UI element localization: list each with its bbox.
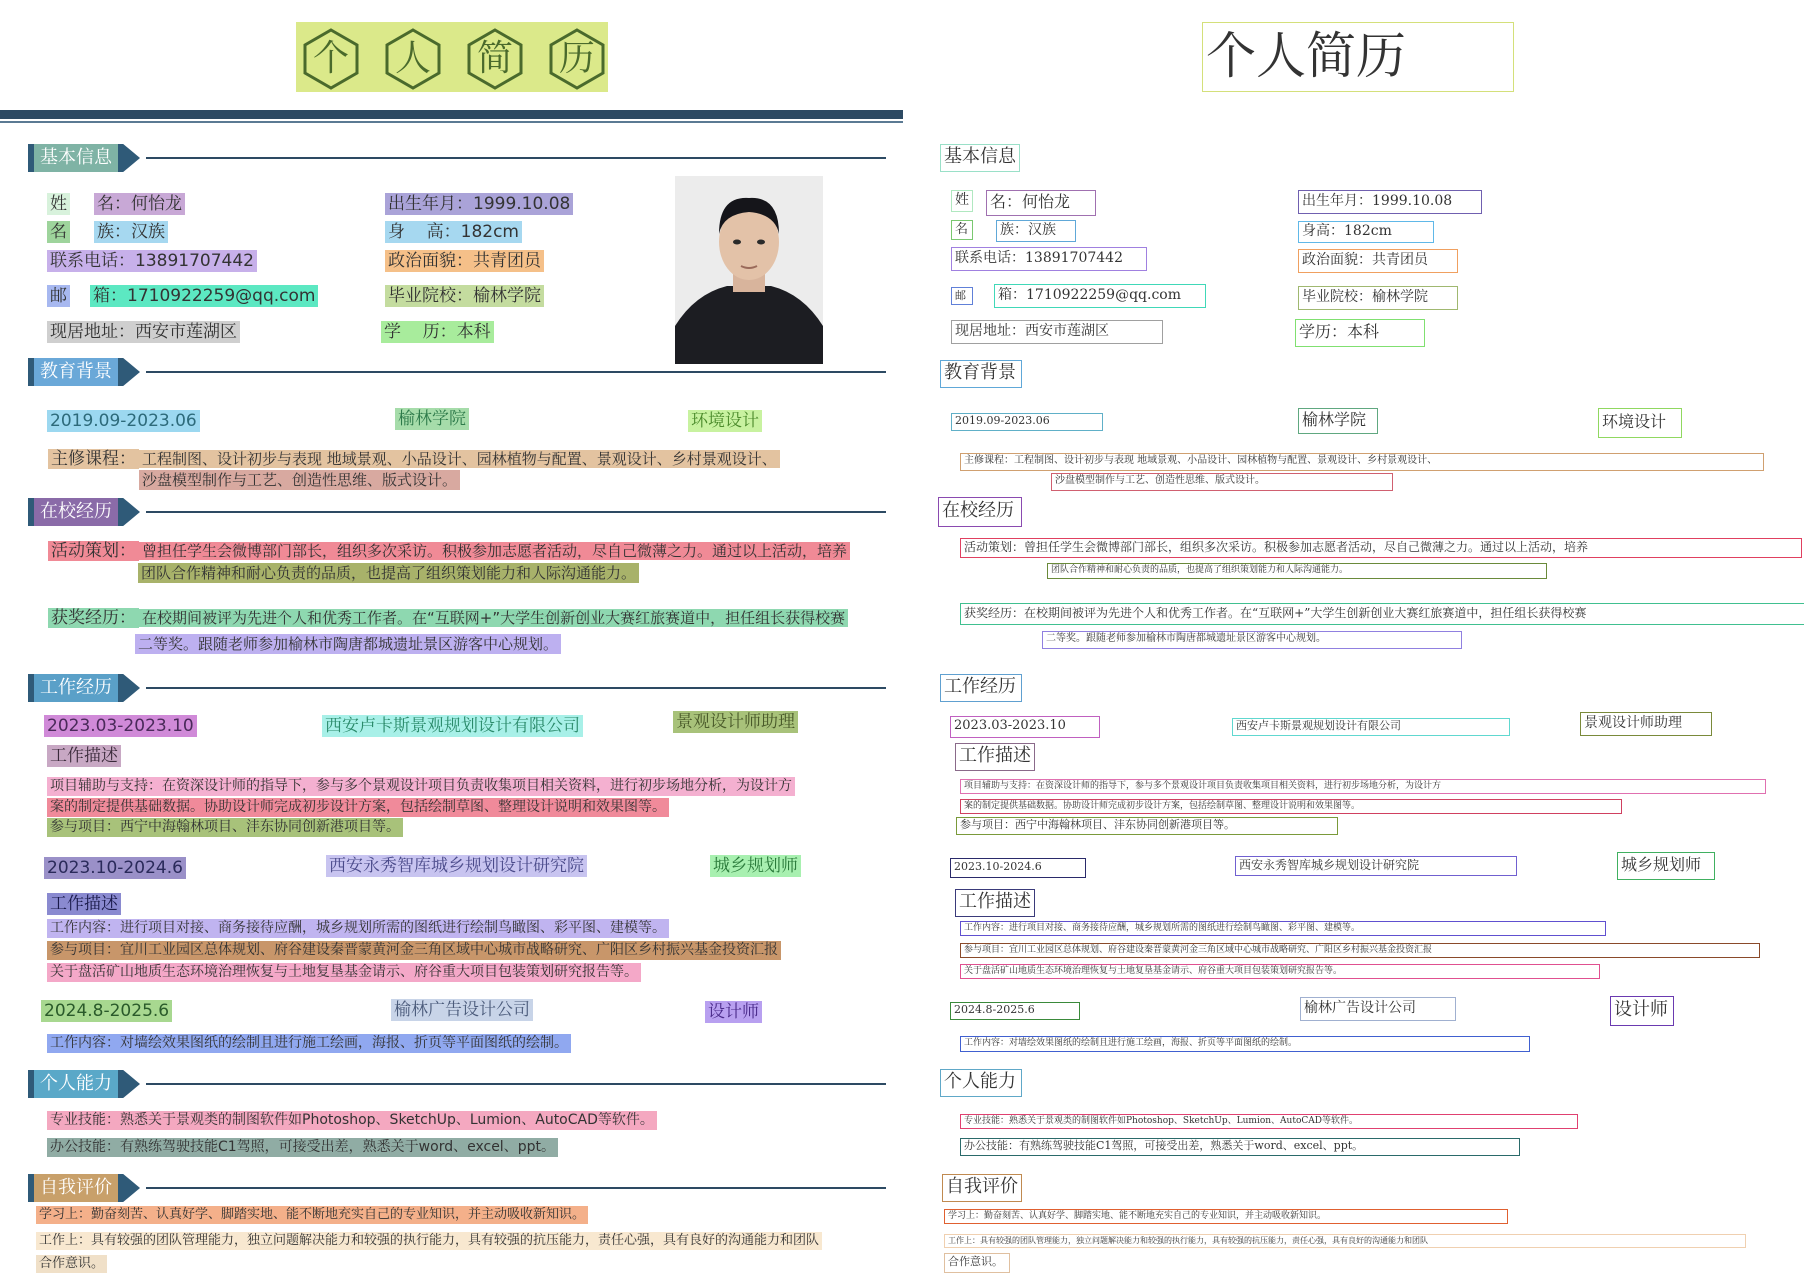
section-title-campus: 在校经历 [34,498,118,526]
courses-line-1: 主修课程： 工程制图、设计初步与表现 地域景观、小品设计、园林植物与配置、景观设计、乡村景观设计、 [48,449,780,469]
work-2-position: 城乡规划师 [710,855,801,877]
mirror-ability-line-2: 办公技能：有熟练驾驶技能C1驾照，可接受出差，熟悉关于word、excel、ppt。 [960,1138,1520,1156]
politics-field: 政治面貌：共青团员 [385,250,544,272]
mirror-section-work: 工作经历 [940,674,1022,702]
mirror-ethnic-label-1: 名 [951,220,973,240]
award-line-1: 获奖经历： 在校期间被评为先进个人和优秀工作者。在“互联网+”大学生创新创业大赛红旅赛道中，担任组长获得校赛 [48,608,848,628]
email-field: 箱：1710922259@qq.com [90,285,318,307]
mirror-name-label-1: 姓 [951,190,973,212]
mirror-email-label-1: 邮 [951,287,973,305]
mirror-award-line-2: 二等奖。跟随老师参加榆林市陶唐都城遗址景区游客中心规划。 [1042,631,1462,649]
mirror-activity-line-2: 团队合作精神和耐心负责的品质，也提高了组织策划能力和人际沟通能力。 [1047,563,1547,579]
phone-field: 联系电话：13891707442 [47,250,257,272]
title-hex-1: 个 [300,28,362,90]
mirror-self-line-1: 学习上：勤奋刻苦、认真好学、脚踏实地、能不断地充实自己的专业知识，并主动吸收新知识。 [944,1209,1508,1224]
award-line-2: 二等奖。跟随老师参加榆林市陶唐都城遗址景区游客中心规划。 [135,634,561,654]
name-label-1: 姓 [47,193,70,215]
mirror-section-self: 自我评价 [942,1174,1022,1202]
self-line-1: 学习上：勤奋刻苦、认真好学、脚踏实地、能不断地充实自己的专业知识，并主动吸收新知识。 [36,1206,588,1224]
mirror-work-1-desc-title: 工作描述 [955,743,1035,771]
work-3-period: 2024.8-2025.6 [41,1000,172,1022]
mirror-degree-field: 学历：本科 [1295,319,1425,347]
resume-title-banner [296,22,608,92]
mirror-courses-line-2: 沙盘模型制作与工艺、创造性思维、版式设计。 [1051,473,1393,491]
mirror-work-1-period: 2023.03-2023.10 [950,716,1100,738]
header-divider-thin [0,121,903,123]
section-title-ability: 个人能力 [34,1070,118,1098]
work-3-position: 设计师 [705,1001,762,1023]
mirror-education-period: 2019.09-2023.06 [951,413,1103,431]
mirror-work-2-line-1: 工作内容：进行项目对接、商务接待应酬，城乡规划所需的图纸进行绘制鸟瞰图、彩平图、建模等。 [960,921,1606,936]
mirror-work-3-period: 2024.8-2025.6 [950,1002,1080,1020]
mirror-ethnic-field: 族：汉族 [996,220,1076,242]
mirror-work-3-line-1: 工作内容：对墙绘效果图纸的绘制且进行施工绘画，海报、折页等平面图纸的绘制。 [960,1036,1530,1052]
mirror-section-education: 教育背景 [940,360,1022,388]
section-title-self: 自我评价 [34,1174,118,1202]
section-rule [146,511,886,513]
mirror-courses-line-1: 主修课程：工程制图、设计初步与表现 地域景观、小品设计、园林植物与配置、景观设计、乡村景观设计、 [960,453,1764,471]
work-2-line-2: 参与项目：宜川工业园区总体规划、府谷建设秦晋蒙黄河金三角区域中心城市战略研究、广阳区乡村振兴基金投资汇报 [47,941,781,960]
birth-field: 出生年月：1999.10.08 [385,193,573,215]
address-field: 现居地址：西安市莲湖区 [47,321,240,343]
profile-photo [675,176,823,364]
mirror-birth-field: 出生年月：1999.10.08 [1298,190,1482,214]
mirror-work-1-line-3: 参与项目：西宁中海翰林项目、沣东协同创新港项目等。 [956,817,1338,835]
section-rule [146,687,886,689]
ethnic-label-1: 名 [47,221,70,243]
work-2-desc-title: 工作描述 [47,893,121,915]
mirror-work-1-company: 西安卢卡斯景观规划设计有限公司 [1232,718,1510,736]
work-2-line-3: 关于盘活矿山地质生态环境治理恢复与土地复垦基金请示、府谷重大项目包装策划研究报告等。 [47,963,641,982]
work-1-line-3: 参与项目：西宁中海翰林项目、沣东协同创新港项目等。 [47,818,403,837]
education-period: 2019.09-2023.06 [47,410,200,432]
section-title-work: 工作经历 [34,674,118,702]
mirror-work-2-period: 2023.10-2024.6 [950,858,1086,878]
section-rule [146,157,886,159]
section-title-basic: 基本信息 [34,144,118,172]
activity-line-1: 活动策划： 曾担任学生会微博部门部长，组织多次采访。积极参加志愿者活动，尽自己微薄之力。通过以上活动，培养 [48,541,850,561]
mirror-school-field: 毕业院校：榆林学院 [1298,286,1458,310]
mirror-work-2-line-3: 关于盘活矿山地质生态环境治理恢复与土地复垦基金请示、府谷重大项目包装策划研究报告等。 [960,964,1600,979]
mirror-section-campus: 在校经历 [938,497,1022,527]
mirror-self-line-2: 工作上：具有较强的团队管理能力，独立问题解决能力和较强的执行能力，具有较强的抗压能力，责任心强，具有良好的沟通能力和团队 [944,1234,1746,1248]
work-1-line-2: 案的制定提供基础数据。协助设计师完成初步设计方案，包括绘制草图、整理设计说明和效果图等。 [47,798,669,817]
degree-field: 学 历：本科 [381,321,494,343]
mirror-name-field: 名：何怡龙 [986,190,1096,216]
mirror-award-line-1: 获奖经历：在校期间被评为先进个人和优秀工作者。在“互联网+”大学生创新创业大赛红旅赛道中，担任组长获得校赛 [960,603,1804,625]
mirror-work-3-position: 设计师 [1610,996,1674,1026]
mirror-ability-line-1: 专业技能：熟悉关于景观类的制图软件如Photoshop、SketchUp、Lumion、AutoCAD等软件。 [960,1114,1578,1129]
mirror-education-school: 榆林学院 [1298,408,1378,434]
mirror-politics-field: 政治面貌：共青团员 [1298,249,1458,273]
title-hex-3: 简 [464,28,526,90]
education-major: 环境设计 [688,410,762,432]
title-hex-2: 人 [382,28,444,90]
mirror-phone-field: 联系电话：13891707442 [951,247,1147,271]
work-2-line-1: 工作内容：进行项目对接、商务接待应酬，城乡规划所需的图纸进行绘制鸟瞰图、彩平图、建模等。 [47,919,669,938]
mirror-section-ability: 个人能力 [940,1069,1022,1097]
mirror-work-1-position: 景观设计师助理 [1580,712,1712,736]
mirror-email-field: 箱：1710922259@qq.com [994,284,1206,308]
self-line-3: 合作意识。 [36,1255,107,1273]
mirror-activity-line-1: 活动策划：曾担任学生会微博部门部长，组织多次采访。积极参加志愿者活动，尽自己微薄之力。通过以上活动，培养 [960,538,1802,558]
courses-line-2: 沙盘模型制作与工艺、创造性思维、版式设计。 [139,470,460,490]
work-2-company: 西安永秀智库城乡规划设计研究院 [326,855,587,877]
work-1-period: 2023.03-2023.10 [44,715,197,737]
annotated-resume [930,0,1804,1276]
email-label-1: 邮 [47,285,70,307]
work-1-line-1: 项目辅助与支持：在资深设计师的指导下，参与多个景观设计项目负责收集项目相关资料，进行初步场地分析，为设计方 [47,777,795,796]
section-rule [146,1083,886,1085]
name-field: 名：何怡龙 [94,193,185,215]
mirror-height-field: 身高：182cm [1298,221,1434,243]
self-line-2: 工作上：具有较强的团队管理能力，独立问题解决能力和较强的执行能力，具有较强的抗压能力，责任心强，具有良好的沟通能力和团队 [36,1232,822,1250]
mirror-self-line-3: 合作意识。 [944,1253,1010,1273]
work-2-period: 2023.10-2024.6 [44,857,186,879]
mirror-work-2-desc-title: 工作描述 [955,889,1035,917]
education-school: 榆林学院 [395,408,469,430]
school-field: 毕业院校：榆林学院 [385,285,544,307]
styled-resume [0,0,900,1276]
work-1-position: 景观设计师助理 [673,711,798,733]
height-field: 身 高：182cm [385,221,522,243]
section-title-education: 教育背景 [34,358,118,386]
mirror-work-2-company: 西安永秀智库城乡规划设计研究院 [1235,856,1517,876]
section-rule [146,1187,886,1189]
title-hex-4: 历 [546,28,608,90]
ability-line-2: 办公技能：有熟练驾驶技能C1驾照，可接受出差，熟悉关于word、excel、ppt。 [47,1138,558,1157]
work-3-company: 榆林广告设计公司 [391,999,533,1021]
work-1-desc-title: 工作描述 [47,745,121,767]
activity-line-2: 团队合作精神和耐心负责的品质，也提高了组织策划能力和人际沟通能力。 [138,563,639,583]
ability-line-1: 专业技能：熟悉关于景观类的制图软件如Photoshop、SketchUp、Lumion、AutoCAD等软件。 [47,1111,657,1130]
work-1-company: 西安卢卡斯景观规划设计有限公司 [322,715,583,737]
mirror-work-1-line-2: 案的制定提供基础数据。协助设计师完成初步设计方案，包括绘制草图、整理设计说明和效果图等。 [960,799,1622,814]
mirror-work-3-company: 榆林广告设计公司 [1300,997,1456,1021]
header-divider [0,110,903,119]
mirror-work-2-position: 城乡规划师 [1617,852,1715,880]
ethnic-field: 族：汉族 [94,221,168,243]
work-3-line-1: 工作内容：对墙绘效果图纸的绘制且进行施工绘画，海报、折页等平面图纸的绘制。 [47,1034,571,1053]
section-rule [146,371,886,373]
mirror-address-field: 现居地址：西安市莲湖区 [951,320,1163,344]
mirror-work-1-line-1: 项目辅助与支持：在资深设计师的指导下，参与多个景观设计项目负责收集项目相关资料，进行初步场地分析，为设计方 [960,779,1766,794]
mirror-work-2-line-2: 参与项目：宜川工业园区总体规划、府谷建设秦晋蒙黄河金三角区域中心城市战略研究、广阳区乡村振兴基金投资汇报 [960,943,1760,958]
mirror-title: 个人简历 [1202,22,1514,92]
mirror-education-major: 环境设计 [1598,408,1682,438]
mirror-section-basic: 基本信息 [940,144,1020,172]
